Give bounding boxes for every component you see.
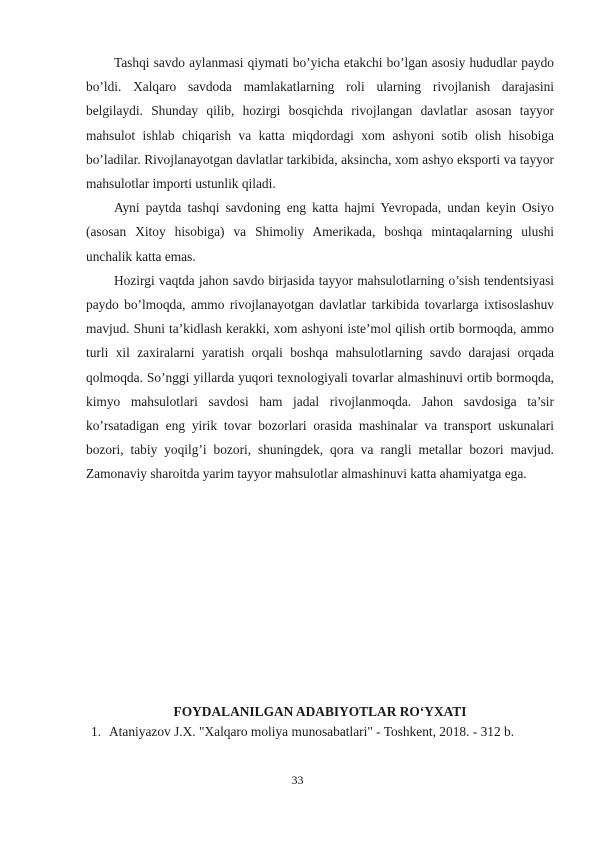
reference-number: 1. (91, 724, 102, 739)
paragraph-1: Tashqi savdo aylanmasi qiymati bo’yicha etakchi bo’lgan asosiy hududlar paydo bo’ldi. Xalqaro savdoda mamlakatlarning roli ularning rivojlanish darajasini belgilaydi. Shunday qilib, hozirgi bosqichda rivojlangan davlatlar asosan tayyor mahsulot ishlab chiqarish va katta miqdordagi xom ashyoni sotib olish hisobiga bo’ladilar. Rivojlanayotgan davlatlar tarkibida, aksincha, xom ashyo eksporti va tayyor mahsulotlar importi ustunlik qiladi. (86, 55, 554, 192)
reference-item (86, 722, 554, 742)
references-list (86, 722, 554, 742)
page-number: 33 (291, 773, 304, 787)
reference-text: Ataniyazov J.X. "Xalqaro moliya munosabatlari" - Toshkent, 2018. - 312 b. (109, 724, 515, 739)
paragraph-3: Hozirgi vaqtda jahon savdo birjasida tayyor mahsulotlarning o’sish tendentsiyasi paydo bo’lmoqda, ammo rivojlanayotgan davlatlar tarkibida tovarlarga ixtisoslashuv mavjud. Shuni ta’kidlash kerakki, xom ashyoni iste’mol qilish ortib bormoqda, ammo turli xil zaxiralarni yaratish orqali boshqa mahsulotlarning savdo darajasi orqada qolmoqda. So’nggi yillarda yuqori texnologiyali tovarlar almashinuvi ortib bormoqda, kimyo mahsulotlari savdosi ham jadal rivojlanmoqda. Jahon savdosiga ta’sir ko’rsatadigan eng yirik tovar bozorlari orasida mashinalar va transport uskunalari bozori, tabiy yoqilg’i bozori, shuningdek, qora va rangli metallar bozori mavjud. Zamonaviy sharoitda yarim tayyor mahsulotlar almashinuvi katta ahamiyatga ega. (86, 272, 554, 482)
body-text (86, 51, 554, 487)
references-title: FOYDALANILGAN ADABIYOTLAR RO‘YXATI (173, 704, 467, 719)
paragraph-2: Ayni paytda tashqi savdoning eng katta hajmi Yevropada, undan keyin Osiyo (asosan Xitoy hisobiga) va Shimoliy Amerikada, boshqa mintaqalarning ulushi unchalik katta emas. (86, 200, 554, 264)
